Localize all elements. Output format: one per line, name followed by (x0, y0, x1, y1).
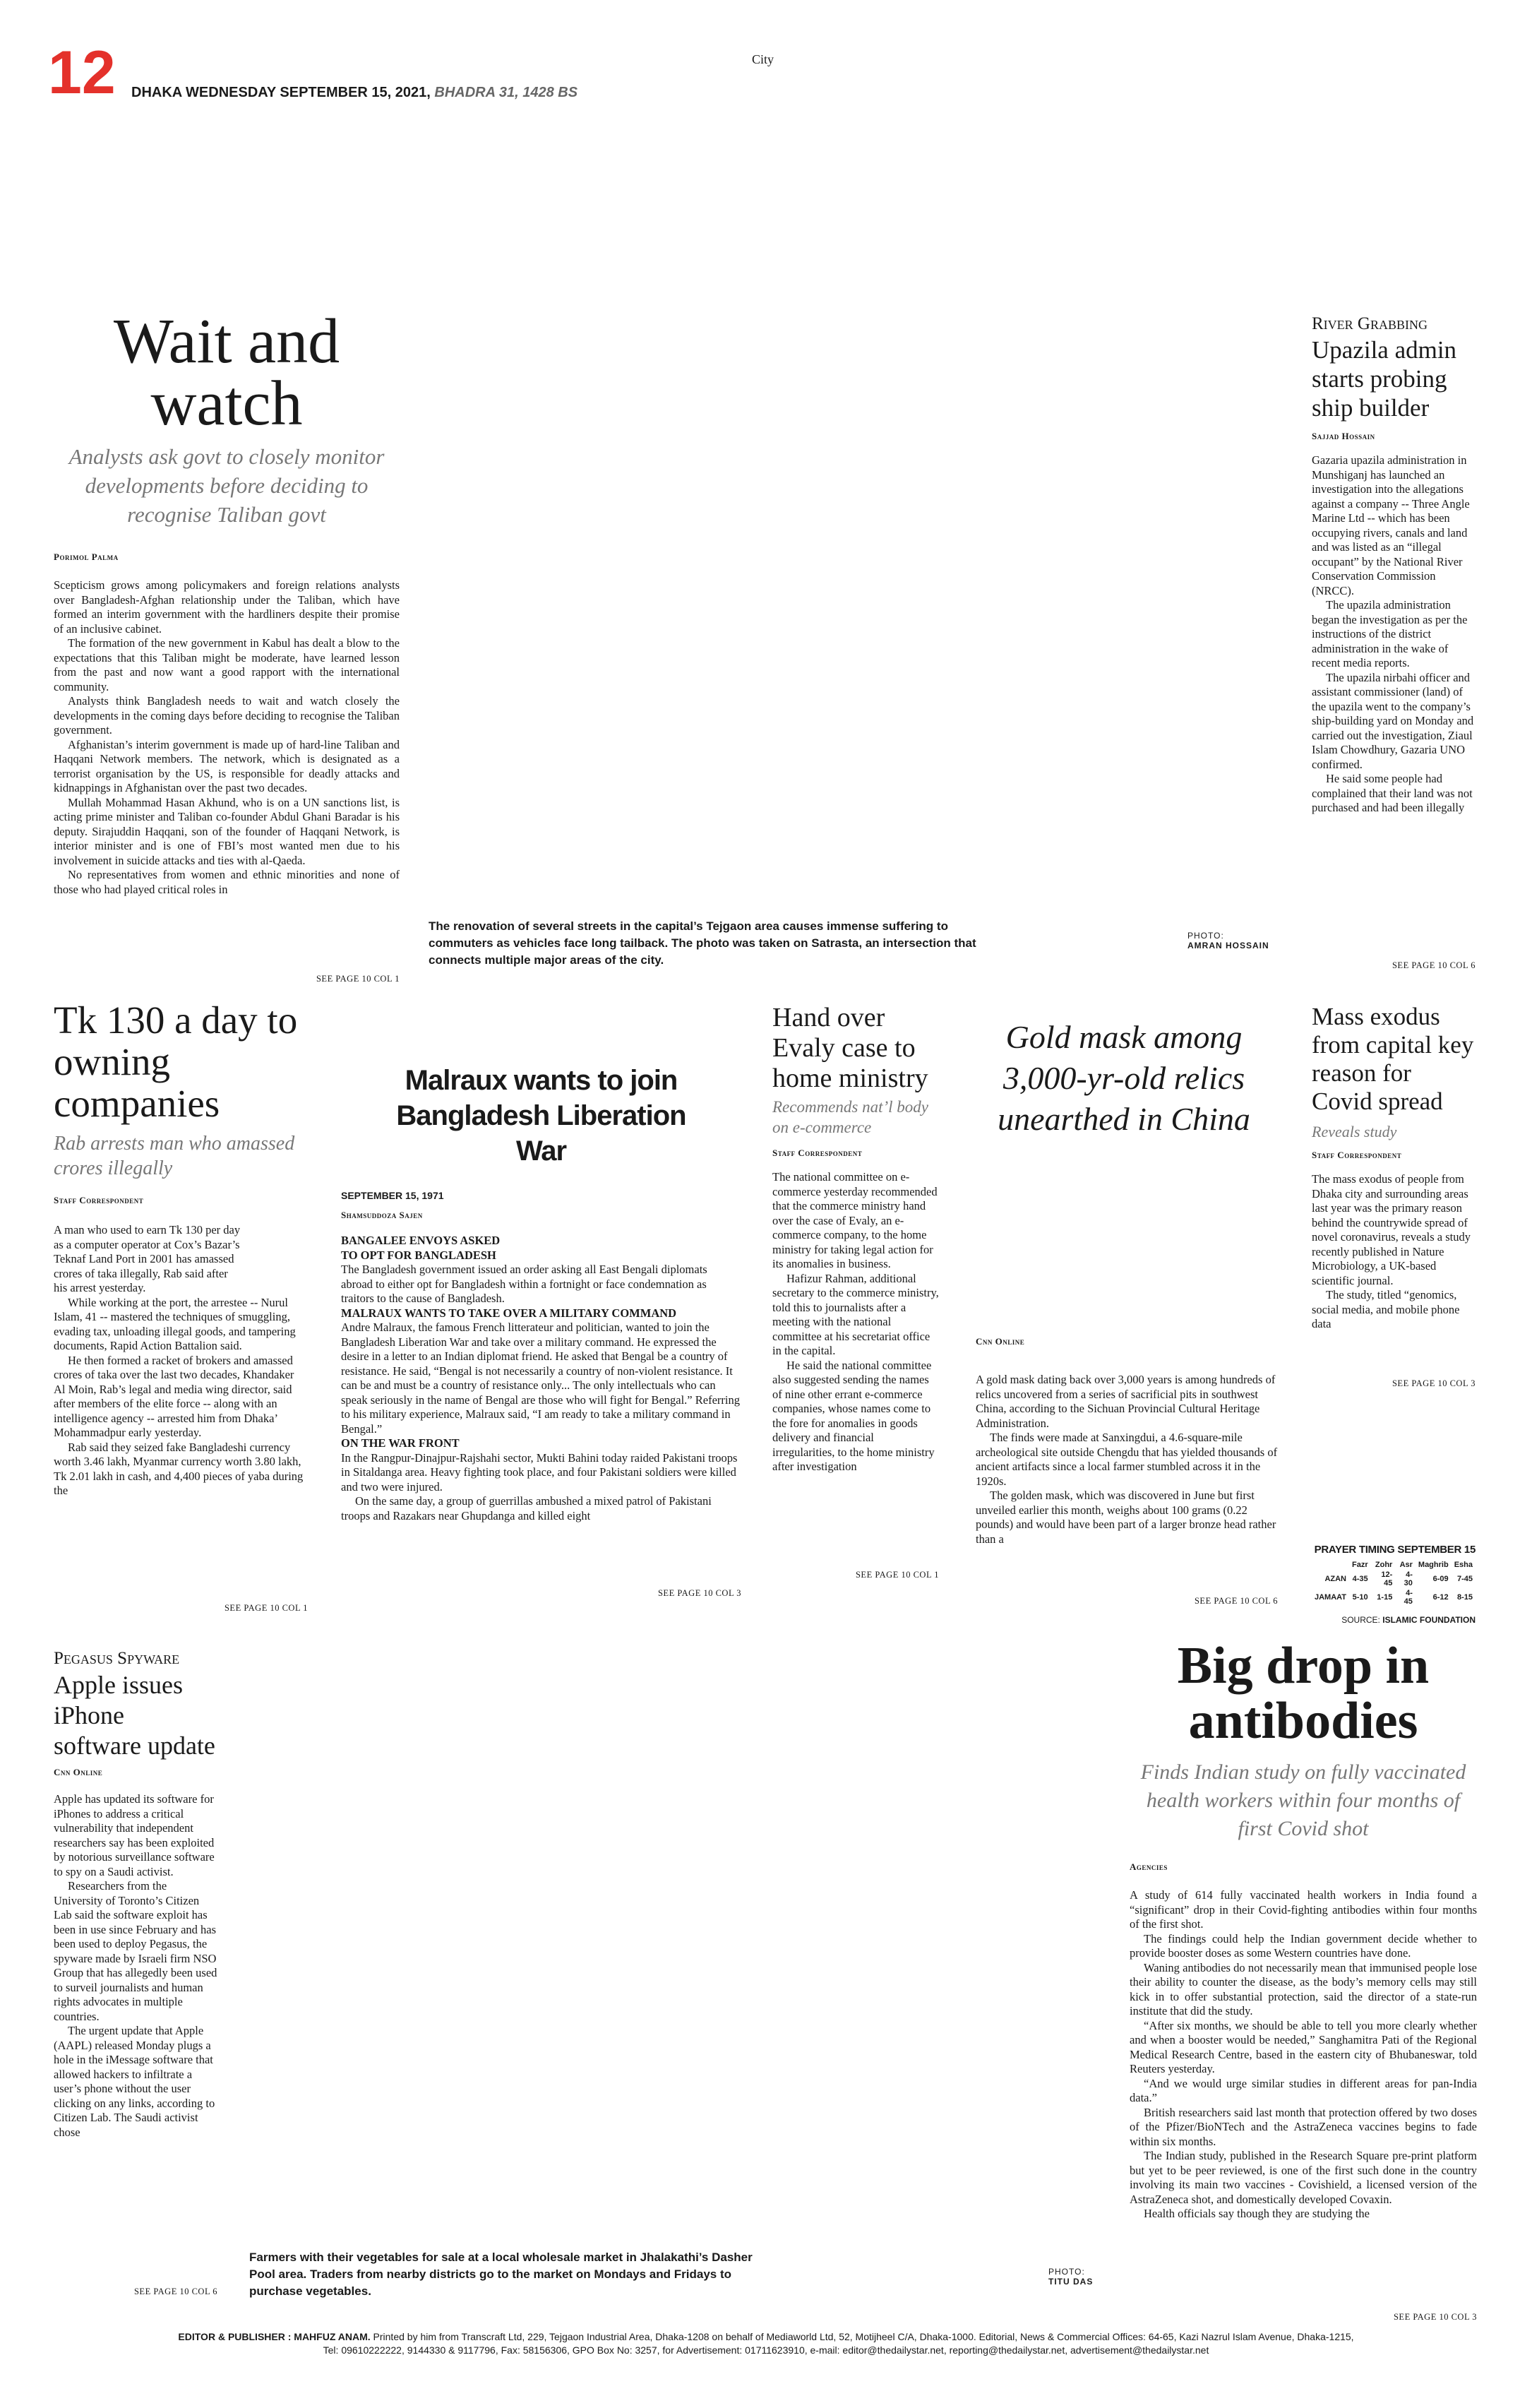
antibodies-paragraph: A study of 614 fully vaccinated health workers in India found a “significant” drop in their Covid-fighting antibodies within four months of the first shot. (1130, 1888, 1477, 1931)
prayer-cell: JAMAAT (1315, 1593, 1347, 1602)
exodus-byline: Staff Correspondent (1312, 1150, 1402, 1160)
prayer-cell: 4-30 (1404, 1570, 1413, 1587)
malraux-story (341, 1063, 741, 1599)
imprint-line-1 (42, 2330, 1490, 2344)
malraux-body (341, 1234, 741, 1585)
malraux-headline: Malraux wants to join Bangladesh Liberation War (396, 1065, 686, 1167)
river-story (1312, 314, 1476, 971)
date-text: DHAKA WEDNESDAY SEPTEMBER 15, 2021, (131, 85, 431, 100)
prayer-header-row (1312, 1560, 1476, 1570)
exodus-continued[interactable]: SEE PAGE 10 COL 3 (1392, 1378, 1476, 1388)
antibodies-headline: Big drop in antibodies (1177, 1637, 1430, 1750)
apple-kicker: Pegasus Spyware (54, 1649, 180, 1668)
antibodies-continued[interactable]: SEE PAGE 10 COL 3 (1393, 2312, 1477, 2322)
prayer-header-cell: Zohr (1375, 1561, 1393, 1569)
tk130-paragraph: Rab said they seized fake Bangladeshi currency worth 3.46 lakh, Myanmar currency worth 3.80 lakh, Tk 2.01 lakh in cash, and 4,400 pieces of yaba during the (54, 1440, 304, 1497)
prayer-cell: 7-45 (1456, 1575, 1473, 1583)
prayer-timing-box (1312, 1544, 1476, 1625)
malraux-paragraph: In the Rangpur-Dinajpur-Rajshahi sector, Mukti Bahini today raided Pakistani troops in Sitaldanga area. Heavy fighting took place, and four Pakistani soldiers were killed and two were injured. (341, 1450, 738, 1494)
section-label: City (752, 52, 774, 66)
river-body (1312, 453, 1476, 958)
river-headline: Upazila admin starts probing ship builder (1312, 336, 1457, 422)
river-paragraph: He said some people had complained that their land was not purchased and had been illegally (1312, 772, 1473, 814)
imprint-editor: EDITOR & PUBLISHER : MAHFUZ ANAM. (178, 2331, 371, 2342)
exodus-body (1312, 1172, 1476, 1376)
prayer-cell: 4-45 (1404, 1589, 1413, 1606)
dateline (131, 85, 578, 101)
goldmask-story (974, 1017, 1274, 1140)
lead-byline: Porimol Palma (54, 552, 119, 562)
antibodies-paragraph: Waning antibodies do not necessarily mean that immunised people lose their ability to counter the disease, as the body’s memory cells may still kick in to offer substantial protection, said the director of a state-run institute that did the study. (1130, 1960, 1477, 2017)
apple-story (54, 1649, 217, 2297)
apple-body (54, 1792, 217, 2284)
prayer-header-cell: Fazr (1352, 1561, 1368, 1569)
imprint-line-2: Tel: 09610222222, 9144330 & 9117796, Fax: 58156306, GPO Box No: 3257, for Advertisement: 01711623910, e-mail: editor@thedailystar.net, reporting@thedailystar.net, advertisement@thedailystar.net (323, 2344, 1209, 2356)
malraux-continued[interactable]: SEE PAGE 10 COL 3 (657, 1588, 741, 1598)
prayer-cell: AZAN (1324, 1575, 1347, 1583)
lead-headline: Wait and watch (113, 306, 340, 439)
malraux-paragraph: Andre Malraux, the famous French litterateur and politician, wanted to join the Bangladesh Liberation War and take over a military command. He expressed the desire in a letter to an Indian diplomat friend. He asked that Bengal be a country of resistance. He said, “Bengal is not necessarily a country of non-violent resistance. It can be and must be a country of resistance only... The only intellectuals who can speak seriously in the name of Bengal are those who will fight for Bengal.” Referring to his military experience, Malraux said, “I am ready to take a military command in Bengal.” (341, 1321, 740, 1436)
lead-continued[interactable]: SEE PAGE 10 COL 1 (316, 974, 400, 984)
prayer-source-label: SOURCE: (1341, 1615, 1380, 1625)
prayer-cell: 4-35 (1352, 1575, 1368, 1583)
photo-label: PHOTO: (1048, 2267, 1085, 2277)
tk130-paragraph: He then formed a racket of brokers and amassed crores of taka over the last two decades, Khandaker Al Moin, Rab’s legal and media wing director, said after members of the elite force -- along with an intelligence agency -- arrested him from Dhaka’ Mohammadpur early yesterday. (54, 1353, 294, 1439)
top-photo-caption: The renovation of several streets in the capital’s Tejgaon area causes immense suffering to commuters as vehicles face long tailback. The photo was taken on Satrasta, an intersection that connects multiple major areas of the city. (429, 919, 976, 967)
tk130-body (54, 1223, 308, 1600)
river-continued[interactable]: SEE PAGE 10 COL 6 (1392, 960, 1476, 970)
lead-deck: Analysts ask govt to closely monitor developments before deciding to recognise Taliban govt (68, 444, 385, 527)
prayer-header-cell: Maghrib (1418, 1561, 1449, 1569)
photographer-name: AMRAN HOSSAIN (1187, 941, 1269, 950)
antibodies-byline: Agencies (1130, 1861, 1168, 1872)
top-photo-credit (1187, 931, 1269, 950)
malraux-subhead: ON THE WAR FRONT (341, 1436, 460, 1450)
lead-paragraph: The formation of the new government in Kabul has dealt a blow to the expectations that this Taliban might be moderate, have learned lesson from the past and now want a good rapport with the international community. (54, 636, 400, 693)
prayer-header-cell: Asr (1399, 1561, 1413, 1569)
prayer-title: PRAYER TIMING SEPTEMBER 15 (1314, 1544, 1476, 1556)
tk130-paragraph: A man who used to earn Tk 130 per day as a computer operator at Cox’s Bazar’s Teknaf Land Port in 2001 has amassed crores of taka illegally, Rab said after his arrest yesterday. (54, 1223, 241, 1294)
prayer-cell: 1-15 (1377, 1593, 1393, 1602)
goldmask-byline: Cnn Online (976, 1336, 1025, 1347)
river-kicker: River Grabbing (1312, 314, 1428, 333)
lead-paragraph: Analysts think Bangladesh needs to wait and watch closely the developments in the coming days before deciding to recognise the Taliban government. (54, 694, 400, 737)
prayer-source (1312, 1615, 1476, 1625)
malraux-paragraph: On the same day, a group of guerrillas ambushed a mixed patrol of Pakistani troops and Razakars near Ghupdanga and killed eight (341, 1494, 712, 1522)
tk130-headline: Tk 130 a day to owning companies (54, 999, 298, 1125)
evaly-paragraph: The national committee on e-commerce yesterday recommended that the commerce ministry hand over the case of Evaly, an e-commerce company, to the home ministry for taking legal action for its anomalies in business. (772, 1170, 938, 1270)
malraux-paragraph: The Bangladesh government issued an order asking all East Bengali diplomats abroad to either opt for Bangladesh within a fortnight or face condemnation as traitors to the cause of Bangladesh. (341, 1263, 707, 1305)
tk130-deck: Rab arrests man who amassed crores illegally (54, 1133, 295, 1179)
malraux-date: SEPTEMBER 15, 1971 (341, 1190, 444, 1201)
prayer-header-cell (1312, 1560, 1349, 1570)
goldmask-body (976, 1373, 1278, 1593)
evaly-paragraph: Hafizur Rahman, additional secretary to the commerce ministry, told this to journalists after a meeting with the national committee at his secretariat office in the capital. (772, 1271, 939, 1357)
lead-story (54, 306, 400, 984)
malraux-subhead: MALRAUX WANTS TO TAKE OVER A MILITARY COMMAND (341, 1306, 677, 1320)
antibodies-deck: Finds Indian study on fully vaccinated health workers within four months of first Covid shot (1140, 1760, 1466, 1840)
bangla-date: BHADRA 31, 1428 BS (434, 85, 578, 100)
evaly-deck: Recommends nat’l body on e-commerce (772, 1098, 928, 1136)
exodus-headline: Mass exodus from capital key reason for Covid spread (1312, 1003, 1474, 1115)
prayer-row (1312, 1588, 1476, 1607)
lead-body (54, 578, 400, 972)
evaly-body (772, 1170, 939, 1566)
malraux-byline: Shamsuddoza Sajen (341, 1210, 423, 1220)
antibodies-paragraph: Health officials say though they are studying the (1144, 2207, 1370, 2220)
river-paragraph: The upazila nirbahi officer and assistant commissioner (land) of the upazila went to the company’s ship-building yard on Monday and carried out the investigation, Ziaul Islam Chowdhury, Gazaria UNO confirmed. (1312, 670, 1474, 771)
tk130-continued[interactable]: SEE PAGE 10 COL 1 (224, 1603, 308, 1613)
antibodies-paragraph: “And we would urge similar studies in different areas for pan-India data.” (1130, 2076, 1477, 2104)
evaly-byline: Staff Correspondent (772, 1148, 863, 1158)
antibodies-paragraph: The Indian study, published in the Research Square pre-print platform but yet to be peer reviewed, is one of the first such done in the country involving its main two vaccines - Covishield, a licensed version of the AstraZeneca shot, and domestically developed Covaxin. (1130, 2149, 1477, 2206)
prayer-source-name: ISLAMIC FOUNDATION (1382, 1615, 1476, 1625)
antibodies-paragraph: The findings could help the Indian government decide whether to provide booster doses as some Western countries have done. (1130, 1931, 1477, 1960)
lead-paragraph: Mullah Mohammad Hasan Akhund, who is on a UN sanctions list, is acting prime minister and Taliban co-founder Abdul Ghani Baradar is his deputy. Sirajuddin Haqqani, son of the founder of Haqqani Network, is interior minister and is one of FBI’s most wanted men due to his involvement in suicide attacks and ties with al-Qaeda. (54, 795, 400, 867)
evaly-paragraph: He said the national committee also suggested sending the names of nine other errant e-commerce companies, whose names come to the fore for anomalies in goods delivery and financial irregularities, to the home ministry after investigation (772, 1358, 935, 1473)
goldmask-continued[interactable]: SEE PAGE 10 COL 6 (1194, 1596, 1278, 1606)
photo-label: PHOTO: (1187, 931, 1224, 941)
exodus-paragraph: The mass exodus of people from Dhaka city and surrounding areas last year was the primary reason behind the countrywide spread of novel coronavirus, reveals a study recently published in Nature Microbiology, a UK-based scientific journal. (1312, 1172, 1471, 1287)
goldmask-paragraph: A gold mask dating back over 3,000 years is among hundreds of relics uncovered from a series of sacrificial pits in southwest China, according to the Sichuan Provincial Cultural Heritage Administration. (976, 1373, 1276, 1430)
evaly-continued[interactable]: SEE PAGE 10 COL 1 (855, 1570, 939, 1580)
prayer-cell: 6-09 (1432, 1575, 1449, 1583)
apple-continued[interactable]: SEE PAGE 10 COL 6 (133, 2287, 217, 2296)
evaly-headline: Hand over Evaly case to home ministry (772, 1003, 928, 1093)
goldmask-paragraph: The finds were made at Sanxingdui, a 4.6-square-mile archeological site outside Chengdu that has yielded thousands of ancient artifacts since a local farmer stumbled across it in the 1920s. (976, 1431, 1278, 1488)
prayer-cell: 12-45 (1381, 1570, 1393, 1587)
exodus-story (1312, 1003, 1476, 1389)
prayer-cell: 6-12 (1432, 1593, 1449, 1602)
antibodies-paragraph: British researchers said last month that protection offered by two doses of the Pfizer/BioNTech and the AstraZeneca vaccines begins to fade within six months. (1130, 2105, 1477, 2148)
river-paragraph: Gazaria upazila administration in Munshiganj has launched an investigation into the allegations against a company -- Three Angle Marine Ltd -- which has been occupying rivers, canals and land and was listed as an “illegal occupant” by the National River Conservation Commission (NRCC). (1312, 453, 1470, 597)
malraux-subhead: BANGALEE ENVOYS ASKED TO OPT FOR BANGLADESH (341, 1234, 501, 1262)
exodus-paragraph: The study, titled “genomics, social media, and mobile phone data (1312, 1288, 1460, 1330)
tk130-byline: Staff Correspondent (54, 1195, 144, 1205)
antibodies-body (1130, 1888, 1477, 2309)
apple-paragraph: Apple has updated its software for iPhones to address a critical vulnerability that independent researchers say has been exploited by notorious surveillance software to spy on a Saudi activist. (54, 1792, 215, 1878)
lead-paragraph: Afghanistan’s interim government is made up of hard-line Taliban and Haqqani Network members. The network, which is designated as a terrorist organisation by the US, is responsible for deadly attacks and kidnappings in Afghanistan over the past two decades. (54, 737, 400, 794)
page-number: 12 (48, 39, 116, 107)
goldmask-body-block (976, 1336, 1278, 1607)
apple-paragraph: The urgent update that Apple (AAPL) released Monday plugs a hole in the iMessage software that allowed hackers to infiltrate a user’s phone without the user clicking on any links, according to Citizen Lab. The Saudi activist chose (54, 2024, 215, 2139)
apple-byline: Cnn Online (54, 1767, 103, 1777)
antibodies-story (1130, 1638, 1477, 2323)
prayer-table (1312, 1560, 1476, 1607)
bottom-photo-credit (1048, 2267, 1093, 2287)
apple-headline: Apple issues iPhone software update (54, 1671, 215, 1760)
bottom-photo-caption: Farmers with their vegetables for sale at a local wholesale market in Jhalakathi’s Dasher Pool area. Traders from nearby districts go to the market on Mondays and Fridays to purchase vegetables. (249, 2251, 753, 2298)
prayer-row (1312, 1570, 1476, 1588)
prayer-cell: 5-10 (1352, 1593, 1368, 1602)
river-byline: Sajjad Hossain (1312, 431, 1375, 441)
apple-paragraph: Researchers from the University of Toronto’s Citizen Lab said the software exploit has been in use since February and has been used to deploy Pegasus, the spyware made by Israeli firm NSO Group that has allegedly been used to surveil journalists and human rights advocates in multiple countries. (54, 1879, 217, 2023)
river-paragraph: The upazila administration began the investigation as per the instructions of the district administration in the wake of recent media reports. (1312, 598, 1468, 669)
evaly-story (772, 1003, 939, 1580)
imprint-address: Printed by him from Transcraft Ltd, 229, Tejgaon Industrial Area, Dhaka-1208 on behalf of Mediaworld Ltd, 52, Motijheel C/A, Dhaka-1000. Editorial, News & Commercial Offices: 64-65, Kazi Nazrul Islam Avenue, Dhaka-1215, (370, 2331, 1354, 2342)
tk130-paragraph: While working at the port, the arrestee -- Nurul Islam, 41 -- mastered the techniques of smuggling, evading tax, unloading illegal goods, and tampering documents, Rapid Action Battalion said. (54, 1295, 296, 1352)
exodus-deck: Reveals study (1312, 1123, 1397, 1140)
prayer-cell: 8-15 (1456, 1593, 1473, 1602)
goldmask-headline: Gold mask among 3,000-yr-old relics unearthed in China (998, 1019, 1250, 1137)
tk130-story (54, 999, 308, 1614)
imprint (42, 2330, 1490, 2357)
goldmask-paragraph: The golden mask, which was discovered in June but first unveiled earlier this month, weighs about 100 grams (0.22 pounds) and would have been part of a larger bronze head rather than a (976, 1489, 1276, 1546)
antibodies-paragraph: “After six months, we should be able to tell you more clearly whether and when a booster would be needed,” Sanghamitra Pati of the Regional Medical Research Centre, based in the eastern city of Bhubaneswar, told Reuters yesterday. (1130, 2018, 1477, 2075)
lead-paragraph: No representatives from women and ethnic minorities and none of those who had played critical roles in (54, 868, 400, 896)
lead-paragraph: Scepticism grows among policymakers and foreign relations analysts over Bangladesh-Afghan relationship under the Taliban, which have formed an interim government with the hardliners despite their promise of an inclusive cabinet. (54, 578, 400, 636)
prayer-header-cell: Esha (1454, 1561, 1473, 1569)
photographer-name: TITU DAS (1048, 2277, 1094, 2287)
